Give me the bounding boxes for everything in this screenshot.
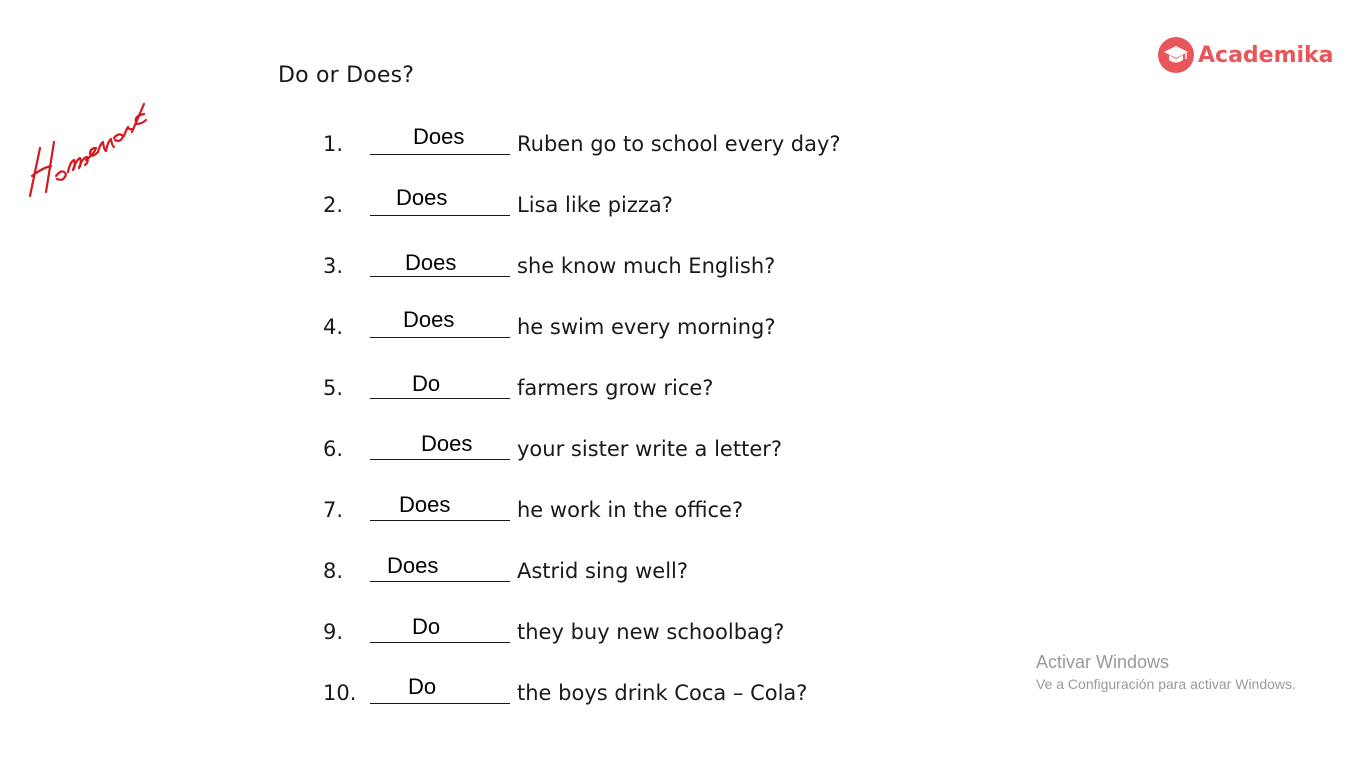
answer-blank [370,307,510,338]
answer-blank [370,616,510,643]
answer-blank [370,433,510,460]
question-item [0,307,1000,351]
answer-text: Does [387,553,439,578]
windows-activation-watermark [1036,652,1296,692]
question-text: Astrid sing well? [517,559,689,583]
answer-blank [370,674,510,704]
answer-text: Does [403,307,455,332]
question-number: 1. [323,132,344,156]
question-item [0,494,1000,534]
answer-text: Does [405,250,457,275]
question-text: they buy new schoolbag? [517,620,785,644]
answer-text: Does [413,124,465,149]
question-number: 3. [323,254,344,278]
academika-logo [1158,37,1334,73]
question-number: 10. [323,681,357,705]
worksheet-heading: Do or Does? [278,63,415,88]
answer-text: Do [412,614,441,639]
question-text: he swim every morning? [517,315,776,339]
question-item [0,250,1000,290]
question-item [0,433,1000,473]
watermark-subtitle: Ve a Configuración para activar Windows. [1036,676,1296,692]
answer-blank [370,372,510,399]
question-text: your sister write a letter? [517,437,783,461]
question-text: she know much English? [517,254,776,278]
question-number: 6. [323,437,344,461]
watermark-title: Activar Windows [1036,652,1170,672]
question-number: 8. [323,559,344,583]
question-item [0,372,1000,412]
answer-blank [370,250,510,277]
question-text: Ruben go to school every day? [517,132,841,156]
question-number: 9. [323,620,344,644]
answer-text: Does [399,492,451,517]
question-text: farmers grow rice? [517,376,714,400]
question-text: the boys drink Coca – Cola? [517,681,808,705]
logo-name: Academika [1198,42,1334,68]
graduation-cap-icon [1158,37,1194,73]
answer-text: Do [412,371,441,396]
question-item [0,185,1000,229]
question-number: 2. [323,193,344,217]
question-item [0,124,1000,168]
question-item [0,674,1000,717]
question-item [0,555,1000,595]
question-number: 4. [323,315,344,339]
answer-blank [370,555,510,582]
answer-text: Does [396,185,448,210]
answer-blank [370,124,510,155]
answer-text: Does [421,431,473,456]
question-text: Lisa like pizza? [517,193,673,217]
question-number: 7. [323,498,344,522]
question-text: he work in the office? [517,498,744,522]
answer-text: Do [408,674,437,699]
question-number: 5. [323,376,344,400]
answer-blank [370,185,510,216]
answer-blank [370,494,510,521]
question-item [0,616,1000,656]
